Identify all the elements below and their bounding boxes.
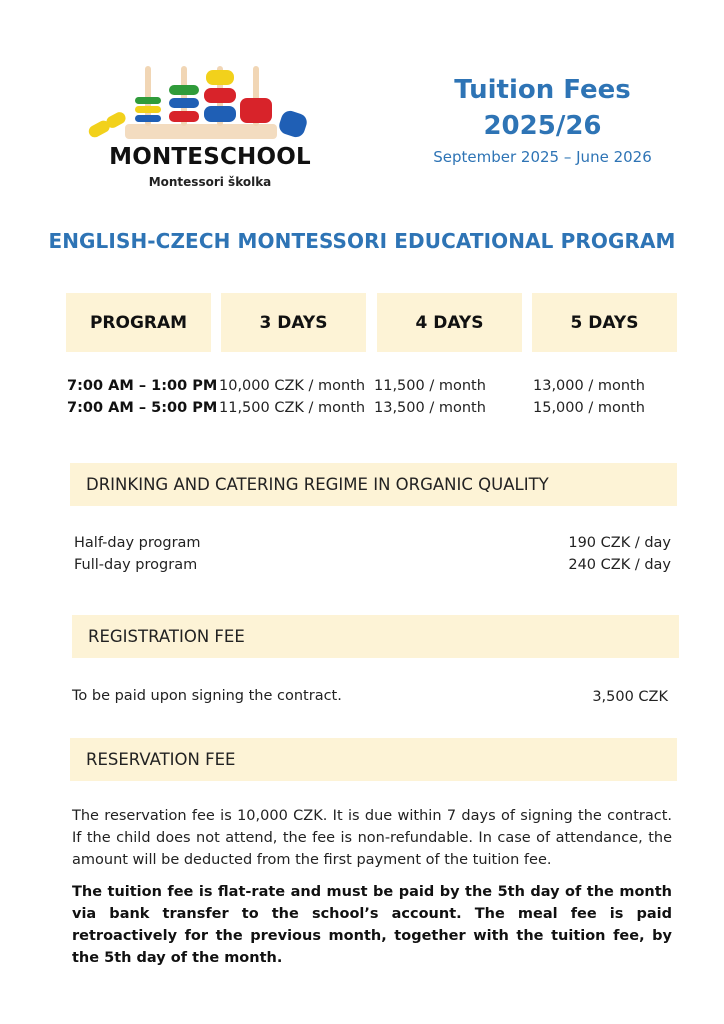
catering-half-day-price: 190 CZK / day [568,535,671,551]
school-logo [85,60,325,195]
catering-half-day-label: Half-day program [74,535,201,551]
catering-full-day-price: 240 CZK / day [568,557,671,573]
school-year: 2025/26 [483,111,602,141]
abacus-logo-graphic [85,60,325,150]
price-full-5-days: 15,000 / month [533,400,645,416]
column-header-3-days: 3 DAYS [221,293,366,352]
program-heading: ENGLISH-CZECH MONTESSORI EDUCATIONAL PROGRAM [48,229,676,253]
payment-note: The tuition fee is flat-rate and must be paid by the 5th day of the month via bank transfer to the school’s account. The meal fee is paid retroactively for the previous month, together with the tuition fee, by the 5th day of the month. [72,884,672,966]
price-half-3-days: 10,000 CZK / month [219,378,366,394]
registration-heading: REGISTRATION FEE [72,615,679,658]
row-time-full-day: 7:00 AM – 5:00 PM [67,400,218,416]
price-full-3-days: 11,500 CZK / month [219,400,366,416]
page-title: Tuition Fees [454,75,631,105]
price-half-4-days: 11,500 / month [374,378,486,394]
column-header-4-days: 4 DAYS [377,293,522,352]
title-block [400,72,685,166]
row-time-half-day: 7:00 AM – 1:00 PM [67,378,218,394]
column-header-program: PROGRAM [66,293,211,352]
reservation-heading: RESERVATION FEE [70,738,677,781]
logo-wordmark: MONTESCHOOL [109,144,311,170]
catering-heading: DRINKING AND CATERING REGIME IN ORGANIC QUALITY [70,463,677,506]
catering-full-day-label: Full-day program [74,557,198,573]
column-header-5-days: 5 DAYS [532,293,677,352]
date-range: September 2025 – June 2026 [433,148,652,166]
price-half-5-days: 13,000 / month [533,378,645,394]
reservation-text: The reservation fee is 10,000 CZK. It is due within 7 days of signing the contract. If the child does not attend, the fee is non-refundable. In case of attendance, the amount will be deducted from the first payment of the tuition fee. [72,808,672,868]
price-full-4-days: 13,500 / month [374,400,486,416]
registration-price: 3,500 CZK [592,689,668,705]
registration-note: To be paid upon signing the contract. [72,688,342,704]
logo-subtitle: Montessori školka [148,175,272,189]
